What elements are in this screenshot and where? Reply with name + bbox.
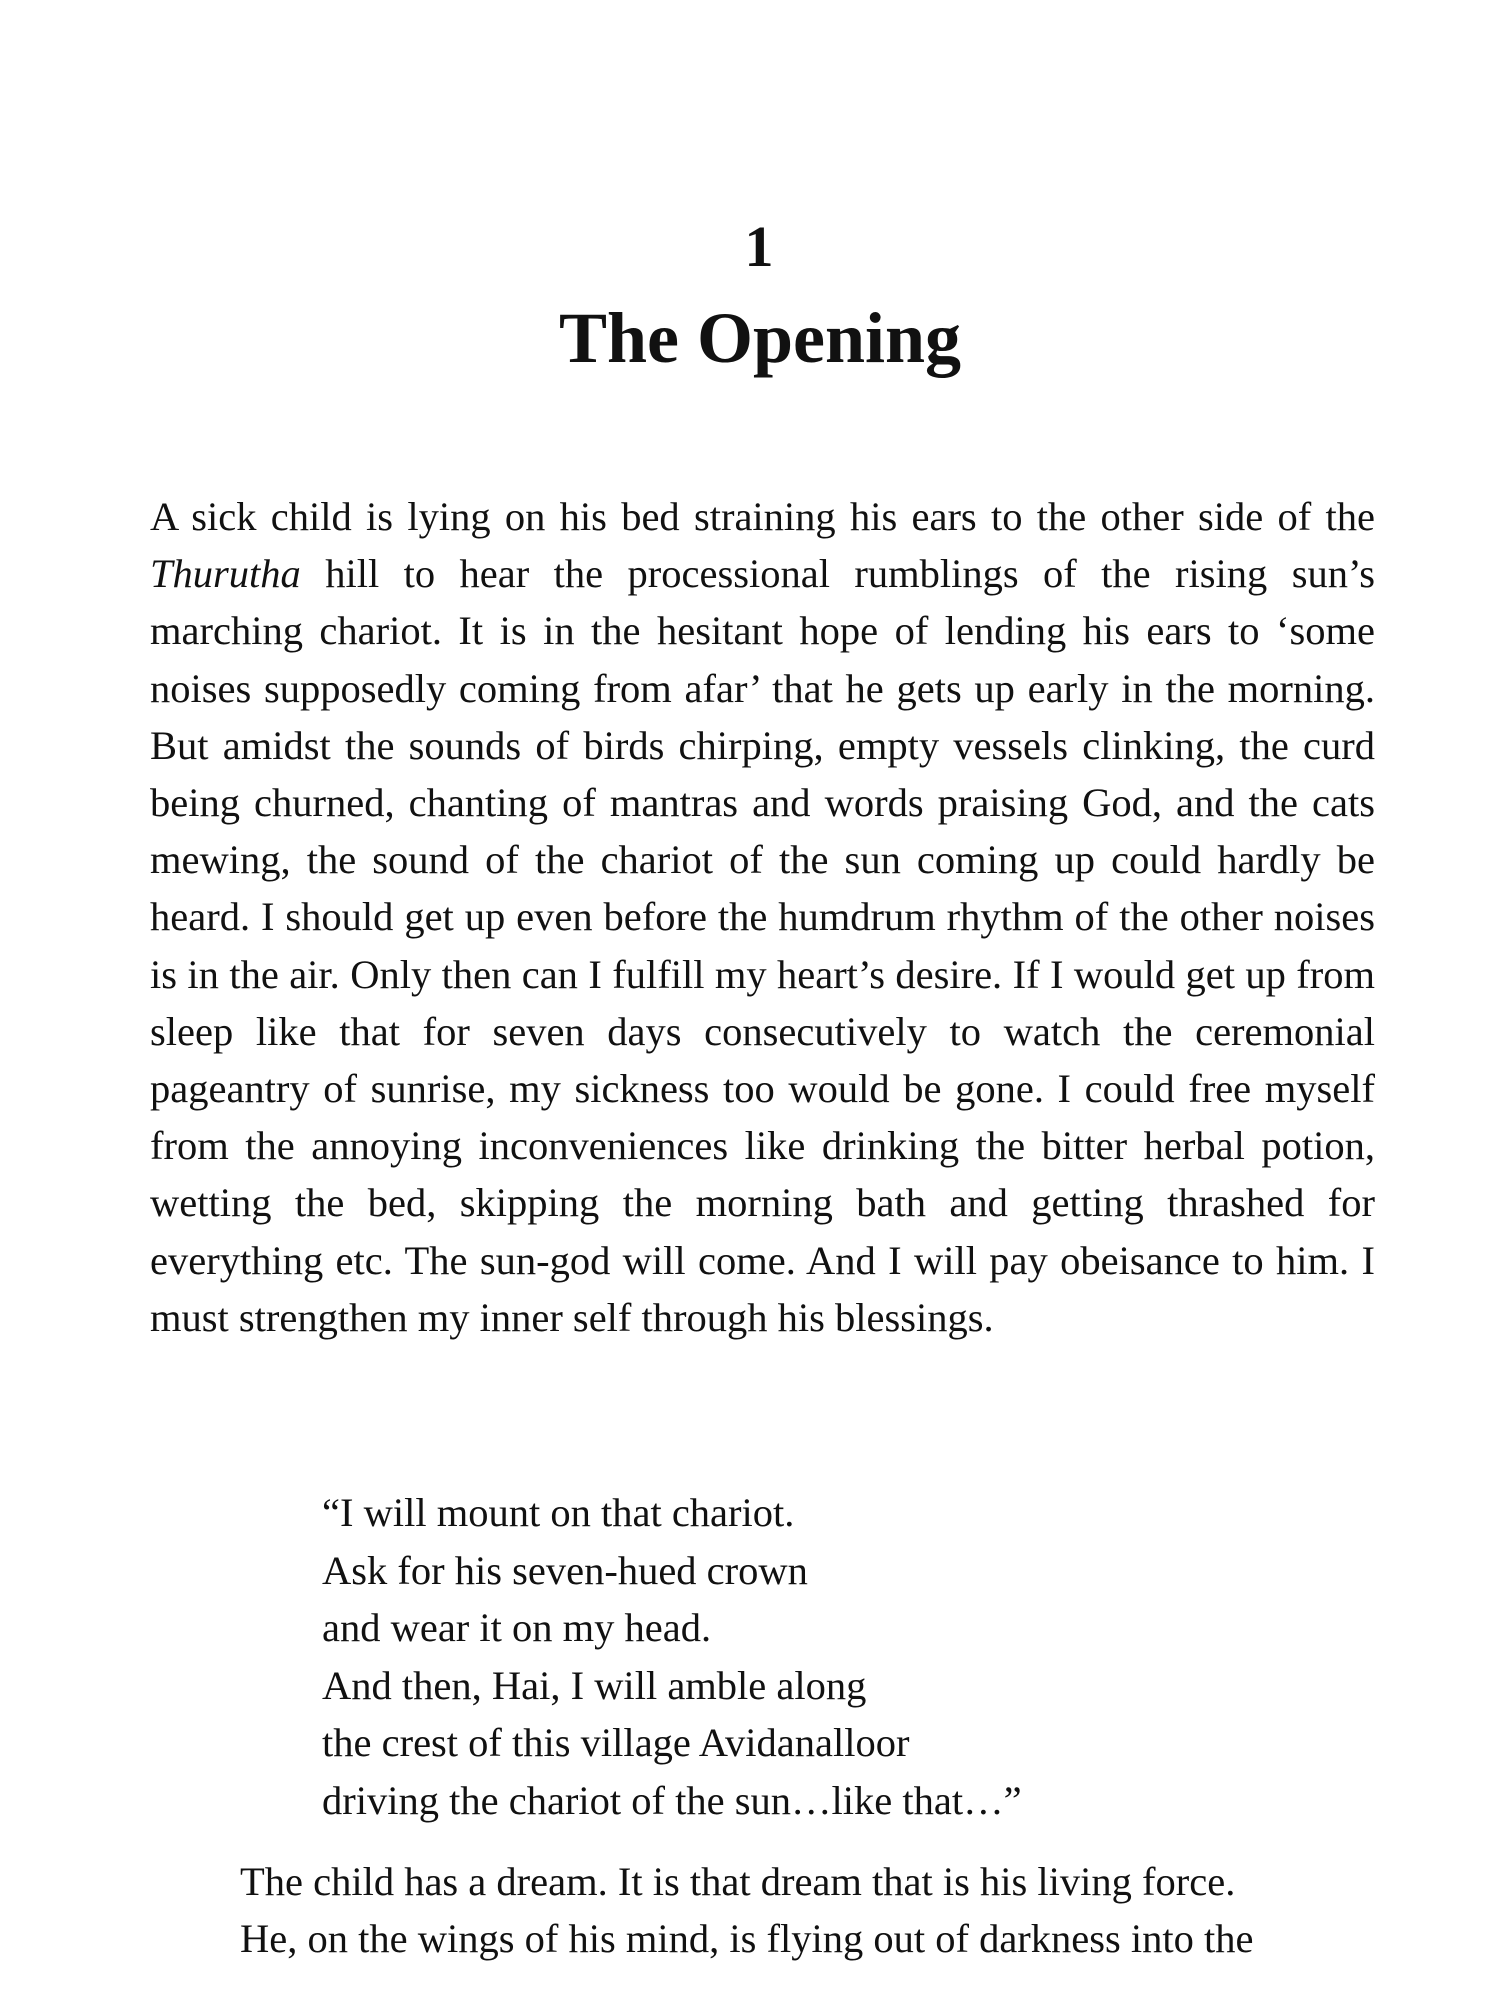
paragraph-line: He, on the wings of his mind, is flying out of darkness into the	[240, 1916, 1254, 1961]
verse-line: the crest of this village Avidanalloor	[322, 1720, 910, 1765]
verse-block	[322, 1484, 1022, 1829]
body-paragraph-2	[150, 1853, 1375, 1967]
chapter-title: The Opening	[558, 298, 962, 378]
verse-line: “I will mount on that chariot.	[322, 1490, 795, 1535]
verse-line: and wear it on my head.	[322, 1605, 712, 1650]
verse-line: And then, Hai, I will amble along	[322, 1662, 867, 1708]
paragraph-text-start: A sick child is lying on his bed straining his ears to the other side of the	[150, 494, 1375, 539]
verse-line: Ask for his seven-hued crown	[322, 1547, 808, 1593]
body-paragraph-1	[150, 488, 1375, 1346]
paragraph-line: The child has a dream. It is that dream that is his living force.	[240, 1859, 1236, 1904]
chapter-number: 1	[744, 214, 774, 279]
verse-line: driving the chariot of the sun…like that…”	[322, 1777, 1022, 1823]
paragraph-text-rest: hill to hear the processional rumblings of the rising sun’s marching chariot. It is in the hesitant hope of lending his ears to ‘some noises supposedly coming from afar’ that he gets up early in the morning. But amidst the sounds of birds chirping, empty vessels clinking, the curd being churned, chanting of mantras and words praising God, and the cats mewing, the sound of the chariot of the sun coming up could hardly be heard. I should get up even before the humdrum rhythm of the other noises is in the air. Only then can I fulfill my heart’s desire. If I would get up from sleep like that for seven days consecutively to watch the ceremonial pageantry of sunrise, my sickness too would be gone. I could free myself from the annoying inconveniences like drinking the bitter herbal potion, wetting the bed, skipping the morning bath and getting thrashed for everything etc. The sun-god will come. And I will pay obeisance to him. I must strengthen my inner self through his blessings.	[150, 551, 1375, 1340]
italic-place-name: Thurutha	[150, 551, 301, 597]
